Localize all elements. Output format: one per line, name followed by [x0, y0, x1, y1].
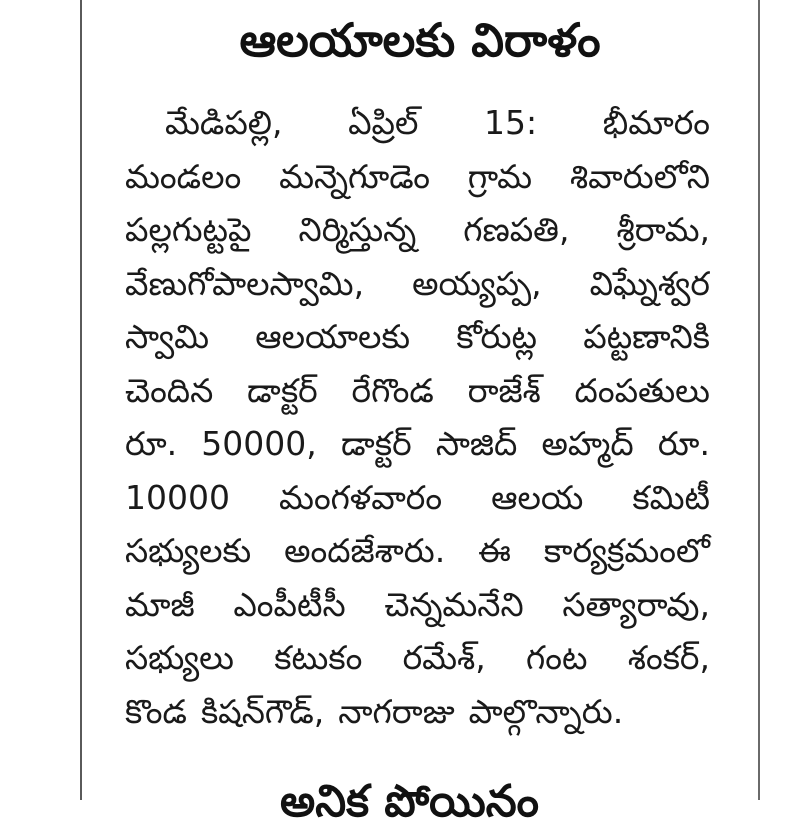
article-body-line: [125, 257, 710, 311]
article-word: ఏప్రిల్: [348, 103, 419, 142]
article-body-line: [125, 310, 710, 364]
article-word: కటుకం: [274, 638, 363, 677]
article-body-line: [125, 631, 710, 685]
article-word: కోరుట్ల: [456, 317, 537, 356]
article-word: గణపతి,: [463, 210, 570, 249]
article-word: చెన్నమనేని: [384, 584, 524, 624]
article-word: రూ.: [125, 424, 178, 463]
article-body-line: [125, 417, 710, 471]
article-word: మేడిపల్లి,: [165, 103, 283, 142]
article-word: శివారులోని: [569, 156, 710, 196]
article-word: సభ్యులు: [125, 638, 234, 677]
article-word: మాజీ: [125, 584, 195, 624]
article-word: ఆలయాలకు: [255, 317, 411, 356]
article-word: డాక్టర్: [247, 370, 318, 410]
article-word: శంకర్,: [627, 638, 710, 677]
article-word: భీమారం: [602, 103, 710, 142]
article-word: సభ్యులకు: [125, 531, 252, 570]
article-word: గంట: [526, 638, 588, 677]
next-article-headline-partial: అనిక పోయినం: [280, 776, 539, 827]
article-word: అహ్మద్: [541, 424, 634, 463]
article-body-line: [125, 150, 710, 204]
article-word: వేణుగోపాలస్వామి,: [125, 263, 365, 303]
article-word: ఆలయ: [491, 477, 584, 517]
article-word: కొండ: [125, 691, 187, 731]
article-word: కార్యక్రమంలో: [543, 531, 710, 570]
column-rule-right: [758, 0, 760, 800]
article-word: నాగరాజు: [338, 691, 455, 731]
article-word: పట్టణానికి: [583, 317, 710, 356]
article-word: 50000,: [201, 424, 317, 463]
article-body-line: [125, 685, 710, 739]
article-word: రమేశ్,: [402, 638, 486, 677]
column-rule-left: [80, 0, 82, 800]
article-word: మండలం: [125, 156, 242, 196]
article-word: స్వామి: [125, 317, 210, 356]
article-body-line: [125, 364, 710, 418]
article-body-line: [125, 524, 710, 578]
article-body: [125, 96, 710, 738]
article-word: మంగళవారం: [279, 477, 443, 517]
article-word: పల్లగుట్టపై: [125, 210, 252, 249]
article-body-line: [125, 578, 710, 632]
article-word: పాల్గొన్నారు.: [468, 691, 624, 731]
article-word: సాజిద్: [435, 424, 518, 463]
article-word: అయ్యప్ప,: [412, 263, 542, 303]
article-word: మన్నెగూడెం: [279, 156, 430, 196]
article-word: డాక్టర్: [340, 424, 412, 463]
article-word: 10000: [125, 477, 230, 517]
article-body-line: [125, 471, 710, 525]
article-body-line: [125, 96, 710, 150]
article-word: దంపతులు: [574, 370, 710, 410]
article-word: సత్యారావు,: [562, 584, 710, 624]
article-word: కిషన్‌గౌడ్,: [200, 691, 325, 731]
article-word: రాజేశ్: [467, 370, 541, 410]
article-word: అందజేశారు.: [284, 531, 446, 570]
article-word: విఘ్నేశ్వర: [589, 263, 710, 303]
article-word: 15:: [484, 103, 538, 142]
article-word: రేగొండ: [351, 370, 434, 410]
article-word: శ్రీరామ,: [616, 210, 710, 249]
article-word: ఎంపీటీసీ: [233, 584, 346, 624]
article-headline: ఆలయాలకు విరాళం: [239, 13, 601, 67]
article-body-line: [125, 203, 710, 257]
article-word: ఈ: [478, 531, 511, 570]
article-word: నిర్మిస్తున్న: [298, 210, 417, 249]
article-word: రూ.: [657, 424, 710, 463]
article-word: కమిటీ: [632, 477, 710, 517]
article-word: గ్రామ: [467, 156, 533, 196]
article-word: చెందిన: [125, 370, 214, 410]
